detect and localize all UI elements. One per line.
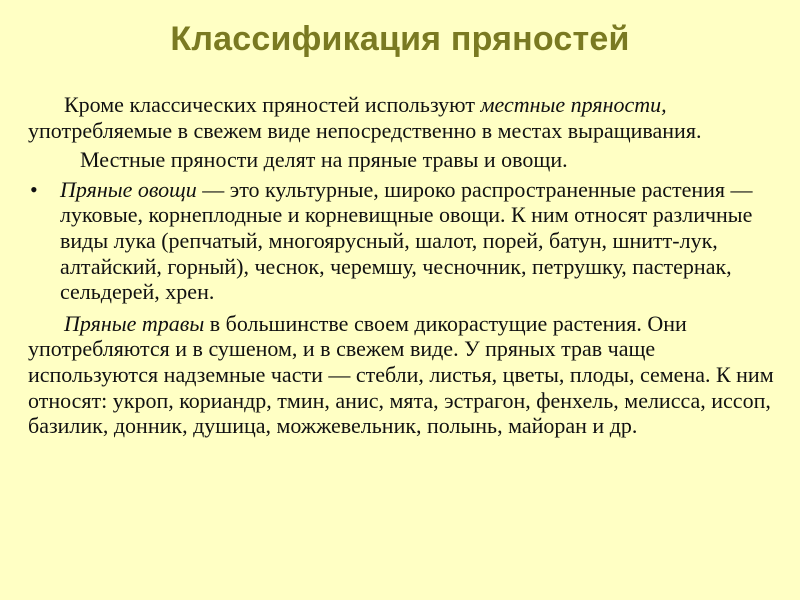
bullet-item-spicy-vegetables: [28, 177, 776, 305]
emphasis-spicy-herbs: Пряные травы: [64, 310, 205, 336]
emphasis-local-spices: местные пряности,: [480, 92, 667, 117]
paragraph-local-spices: [28, 92, 776, 143]
paragraph-herbs-text: в большинстве своем дикорастущие растения. Они употребляются и в сушеном, и в свежем виде. У пряных трав чаще используются надземные части — стебли, листья, цветы, плоды, семена. К ним относят: укроп, кориандр, тмин, анис, мята, эстрагон, фенхель, мелисса, иссоп, базилик, донник, душица, можжевельник, полынь, майоран и др.: [28, 310, 774, 439]
emphasis-spicy-vegetables: Пряные овощи: [60, 176, 197, 202]
bullet-text: — это культурные, широко распространенные растения — луковые, корнеплодные и корневищные овощи. К ним относят различные виды лука (репчатый, многоярусный, шалот, порей, батун, шнитт-лук, алтайский, горный), чеснок, черемшу, чесночник, петрушку, пастернак, сельдерей, хрен.: [60, 176, 753, 305]
slide-title: Классификация пряностей: [170, 20, 630, 58]
paragraph-lead-text: Кроме классических пряностей используют: [64, 92, 481, 117]
paragraph-division: Местные пряности делят на пряные травы и овощи.: [80, 147, 568, 173]
paragraph-spicy-herbs: [28, 311, 776, 439]
slide-body: [28, 92, 776, 439]
bullet-marker: •: [30, 176, 38, 202]
paragraph-rest-text: употребляемые в свежем виде непосредственно в местах выращивания.: [28, 117, 702, 143]
